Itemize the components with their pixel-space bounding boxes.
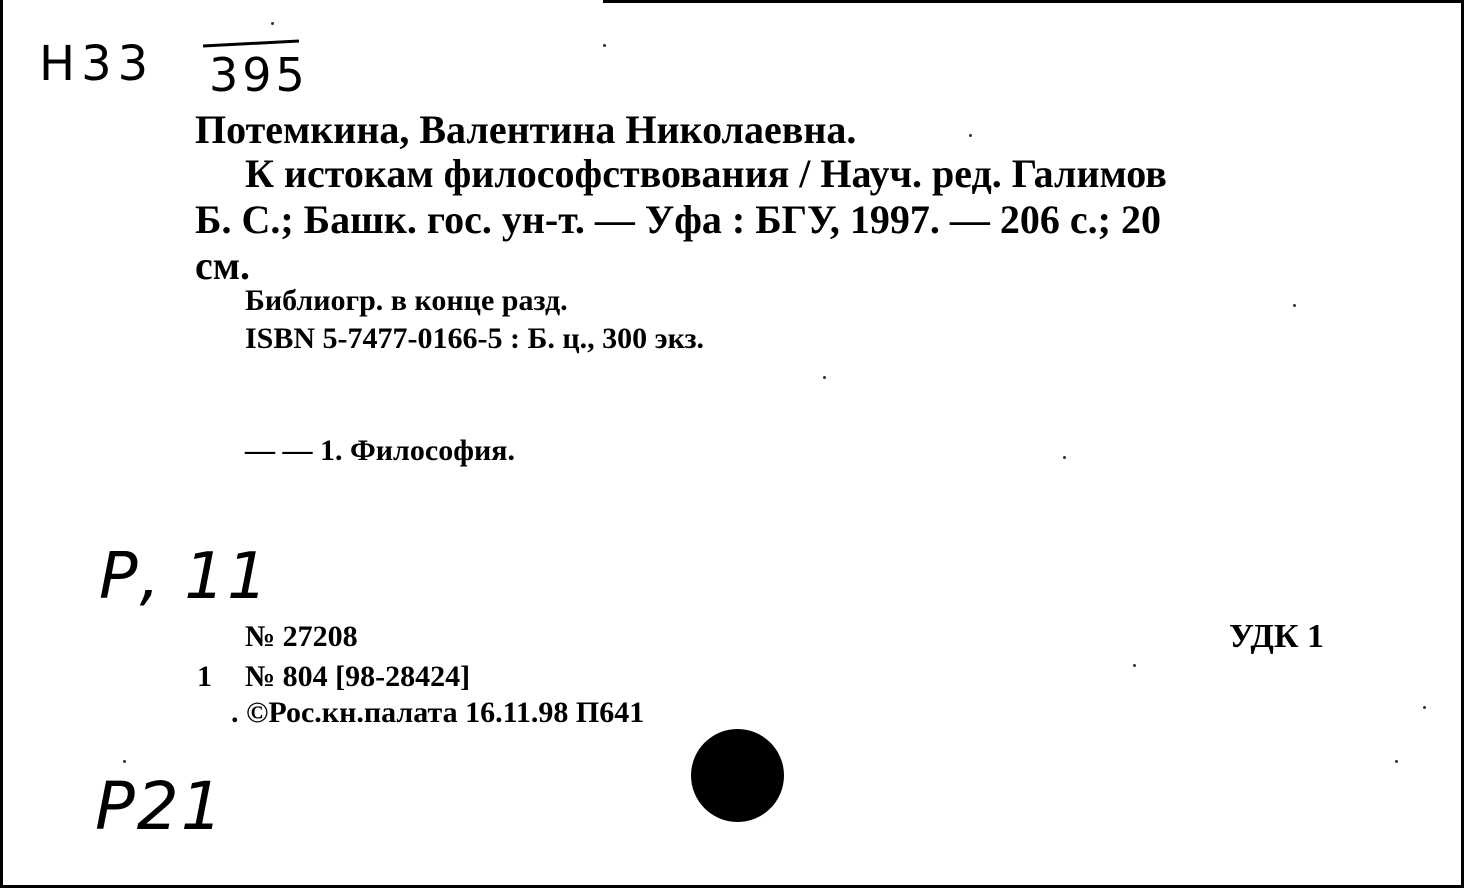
handwritten-mark-bottom: Р21 (95, 768, 225, 845)
speck (271, 22, 274, 25)
shelf-number-overline (203, 39, 299, 47)
book-chamber-line: . ©Рос.кн.палата 16.11.98 П641 (231, 696, 645, 729)
handwritten-mark-top: Р, 11 (99, 540, 270, 614)
subject-heading: — — 1. Философия. (245, 434, 515, 467)
shelf-number: 395 (209, 48, 309, 102)
speck (603, 44, 606, 47)
copy-count: 1 (197, 660, 212, 693)
speck (1395, 760, 1398, 763)
card-top-edge (603, 0, 1464, 3)
punch-hole (691, 729, 784, 822)
udk-code: УДК 1 (1229, 618, 1325, 655)
speck (123, 760, 126, 763)
speck (823, 376, 826, 379)
title-line-1: К истокам философствования / Науч. ред. Галимов (245, 151, 1167, 196)
speck (1293, 304, 1296, 307)
speck (1423, 706, 1426, 709)
isbn-line: ISBN 5-7477-0166-5 : Б. ц., 300 экз. (245, 322, 705, 355)
bibliography-note: Библиогр. в конце разд. (245, 284, 568, 317)
title-line-3: см. (195, 243, 250, 288)
registry-number-2: № 804 [98-28424] (245, 660, 471, 693)
speck (1063, 456, 1066, 459)
title-line-2: Б. С.; Башк. гос. ун-т. — Уфа : БГУ, 1997. — 206 с.; 20 (195, 197, 1161, 242)
registry-number-1: № 27208 (245, 620, 358, 653)
speck (1133, 664, 1136, 667)
shelf-code: Н33 (39, 36, 155, 92)
speck (969, 134, 972, 137)
author-heading: Потемкина, Валентина Николаевна. (195, 107, 857, 152)
